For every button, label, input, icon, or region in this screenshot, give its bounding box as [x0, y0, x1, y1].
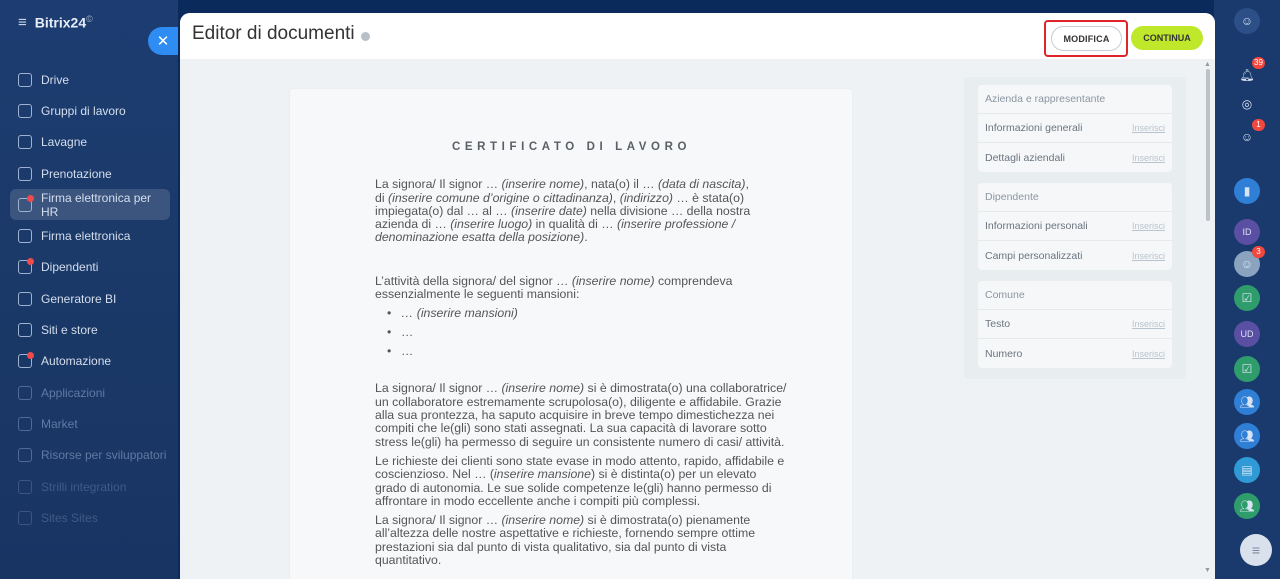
spiral-icon: ◎ [1241, 97, 1253, 111]
fields-panel [964, 77, 1186, 379]
paragraph-2: L’attività della signora/ del signor … (inserire nome) comprendeva essenzialmente le seguenti mansioni: [375, 273, 733, 302]
continua-button[interactable]: CONTINUA [1131, 26, 1203, 50]
right-sidebar [1214, 0, 1280, 579]
field-group-heading: Dipendente [978, 183, 1172, 212]
group-button[interactable] [1234, 389, 1260, 415]
sidebar-item-firma-elettronica-per-hr[interactable] [10, 189, 170, 220]
bookmark-button[interactable] [1234, 178, 1260, 204]
notifications-button[interactable] [1234, 58, 1263, 88]
sidebar-item-label: Siti e store [41, 323, 98, 338]
field-row [978, 143, 1172, 172]
left-sidebar [0, 0, 178, 579]
market-icon [18, 417, 32, 431]
sidebar-item-firma-elettronica[interactable] [10, 220, 170, 251]
avatar-icon: ☺ [1240, 14, 1254, 28]
scroll-up-icon[interactable]: ▲ [1204, 61, 1211, 68]
sidebar-item-prenotazione[interactable] [10, 158, 170, 189]
insert-link[interactable]: Inserisci [1131, 250, 1165, 261]
sidebar-item-label: Dipendenti [41, 260, 99, 275]
contact-ud-label: UD [1240, 329, 1254, 339]
drive-icon [18, 73, 32, 87]
field-label: Testo [985, 318, 1011, 330]
user-avatar[interactable] [1234, 8, 1260, 34]
field-group-heading: Azienda e rappresentante [978, 85, 1172, 114]
insert-link[interactable]: Inserisci [1131, 348, 1165, 359]
chat-icon: ☺ [1240, 130, 1254, 144]
insert-link[interactable]: Inserisci [1131, 123, 1165, 133]
chat-group-icon: ▤ [1241, 463, 1253, 477]
field-label: Informazioni generali [985, 122, 1083, 134]
field-group-heading: Comune [978, 281, 1172, 310]
editor-scrollbar[interactable] [1203, 59, 1212, 579]
sidebar-item-lavagne[interactable] [10, 127, 170, 158]
check-icon: ☑ [1241, 291, 1253, 305]
menu-icon[interactable]: ≡ [18, 13, 27, 31]
sidebar-item-label: Sites Sites [41, 510, 98, 525]
sidebar-item-market[interactable] [10, 408, 170, 439]
group-icon: 👥︎ [1239, 395, 1255, 409]
contact-avatar[interactable] [1234, 247, 1261, 277]
paragraph-4: Le richieste dei clienti sono state evase in modo attento, rapido, affidabile e coscienzioso. Nel … (inserire mansione) si è distinta(o) per un elevato grado di autonomia. Le sue solide competenze le(gli) hanno permesso di affrontare in modo eccellente anche i compiti più complessi. [375, 453, 785, 508]
sidebar-item-dipendenti[interactable] [10, 252, 170, 283]
modifica-button[interactable]: MODIFICA [1051, 26, 1122, 51]
insert-link[interactable]: Inserisci [1131, 221, 1165, 231]
insert-link[interactable]: Inserisci [1131, 319, 1165, 329]
sidebar-item-label: Lavagne [41, 135, 88, 150]
sidebar-item-label: Drive [41, 72, 70, 87]
cart-icon [18, 323, 32, 337]
field-row [978, 310, 1172, 339]
copilot-button[interactable] [1234, 91, 1260, 117]
signature-icon [18, 229, 32, 243]
avatar-badge: 3 [1252, 246, 1265, 258]
brand[interactable] [18, 12, 93, 32]
sidebar-item-label: Gruppi di lavoro [41, 103, 126, 118]
notifications-badge: 39 [1252, 57, 1265, 69]
tasks-button[interactable] [1234, 285, 1260, 311]
check-icon: ☑ [1241, 362, 1253, 376]
bell-icon: 🔔︎ [1239, 68, 1255, 82]
sidebar-item-drive[interactable] [10, 64, 170, 95]
bookmark-icon: ▮ [1243, 184, 1251, 198]
page-title [192, 23, 370, 45]
sidebar-item-generatore-bi[interactable] [10, 283, 170, 314]
quick-menu-button[interactable] [1240, 534, 1272, 566]
paragraph-5: La signora/ Il signor … (inserire nome) si è dimostrata(o) pienamente all’altezza delle nostre aspettative e richieste, fornendo sempre ottime prestazioni sia dal punto di vista qualitativo, sia dal punto di vista quantitativo. [375, 513, 756, 568]
field-row [978, 212, 1172, 241]
sidebar-item-gruppi-di-lavoro[interactable] [10, 95, 170, 126]
integration-icon [18, 480, 32, 494]
sidebar-nav [10, 64, 170, 533]
board-icon [18, 135, 32, 149]
sidebar-item-label: Prenotazione [41, 166, 112, 181]
field-label: Campi personalizzati [985, 249, 1083, 262]
scroll-down-icon[interactable]: ▼ [1204, 567, 1211, 574]
chat-button[interactable] [1234, 120, 1261, 150]
paragraph-3: La signora/ Il signor … (inserire nome) si è dimostrata(o) una collaboratrice/ un collaboratore estremamente scrupolosa(o), diligente e affidabile. Grazie alla sua prontezza, ha saputo acquisire in breve tempo dimestichezza nei compiti che le(gli) sono stati assegnati. La sua capacità di lavorare sotto stress le(gli) ha permesso di seguire un consistente numero di casi/ attività. [375, 381, 787, 449]
notification-dot [27, 195, 34, 202]
group-icon: 👥︎ [1239, 429, 1255, 443]
document-page [290, 89, 852, 579]
help-icon[interactable] [361, 32, 370, 41]
avatar-icon: ☺ [1240, 257, 1254, 271]
field-row [978, 241, 1172, 270]
apps-icon [18, 386, 32, 400]
sidebar-item-siti-e-store[interactable] [10, 314, 170, 345]
page-title-text: Editor di documenti [192, 23, 355, 44]
group-button-3[interactable] [1234, 493, 1260, 519]
group-button-2[interactable] [1234, 423, 1260, 449]
field-group-employee [978, 183, 1172, 270]
insert-link[interactable]: Inserisci [1131, 152, 1165, 163]
scroll-thumb[interactable] [1206, 69, 1210, 221]
sidebar-item-label: Risorse per sviluppatori [41, 448, 167, 463]
close-icon: ✕ [156, 33, 170, 50]
contact-ud[interactable] [1234, 321, 1260, 347]
field-label: Dettagli aziendali [985, 151, 1065, 164]
sidebar-item-label: Market [41, 416, 78, 431]
document-editor-modal [180, 13, 1215, 579]
sites-icon [18, 511, 32, 525]
bi-icon [18, 292, 32, 306]
menu-icon: ≡ [1251, 542, 1261, 558]
sidebar-item-label: Generatore BI [41, 291, 117, 306]
sidebar-item-label: Firma elettronica [41, 229, 131, 244]
close-editor-button[interactable] [148, 27, 178, 55]
contact-id[interactable] [1234, 219, 1260, 245]
paragraph-1: La signora/ Il signor … (inserire nome), nata(o) il … (data di nascita), di (inserire comune d’origine o cittadinanza), (indirizzo) … è stata(o) impiegata(o) dal … al … (inserire date) nella divisione … della nostra azienda di … (inserire luogo) in qualità di … (inserire professione / denominazione esatta della posizione). [375, 177, 751, 245]
field-row [978, 114, 1172, 143]
sidebar-item-risorse-per-sviluppatori[interactable] [10, 440, 170, 471]
sidebar-item-strilli-integration[interactable] [10, 471, 170, 502]
sidebar-item-label: Firma elettronica per HR [41, 190, 152, 219]
group-icon: 👥︎ [1239, 499, 1255, 513]
field-group-company [978, 85, 1172, 172]
chat-group-button[interactable] [1234, 457, 1260, 483]
sidebar-item-label: Strilli integration [41, 479, 127, 494]
sidebar-item-label: Automazione [41, 354, 112, 369]
notification-dot [27, 258, 34, 265]
sidebar-item-label: Applicazioni [41, 385, 106, 400]
document-title: CERTIFICATO DI LAVORO [451, 141, 692, 153]
groups-icon [18, 104, 32, 118]
sidebar-item-automazione[interactable] [10, 346, 170, 377]
calendar-icon [18, 167, 32, 181]
field-row [978, 339, 1172, 368]
chat-badge: 1 [1252, 119, 1265, 131]
duties-list [387, 307, 788, 358]
field-label: Numero [985, 347, 1023, 360]
brand-name: Bitrix24© [34, 13, 93, 31]
list-item: • … [387, 345, 788, 358]
list-item: • … [387, 326, 788, 339]
list-item: • … (inserire mansioni) [387, 307, 788, 320]
field-group-common [978, 281, 1172, 368]
field-label: Informazioni personali [985, 220, 1088, 232]
sidebar-item-applicazioni[interactable] [10, 377, 170, 408]
contact-id-label: ID [1242, 227, 1252, 237]
dev-icon [18, 448, 32, 462]
notification-dot [27, 352, 34, 359]
editor-header [180, 13, 1215, 59]
sidebar-item-sites-sites[interactable] [10, 502, 170, 533]
tasks-button-2[interactable] [1234, 356, 1260, 382]
